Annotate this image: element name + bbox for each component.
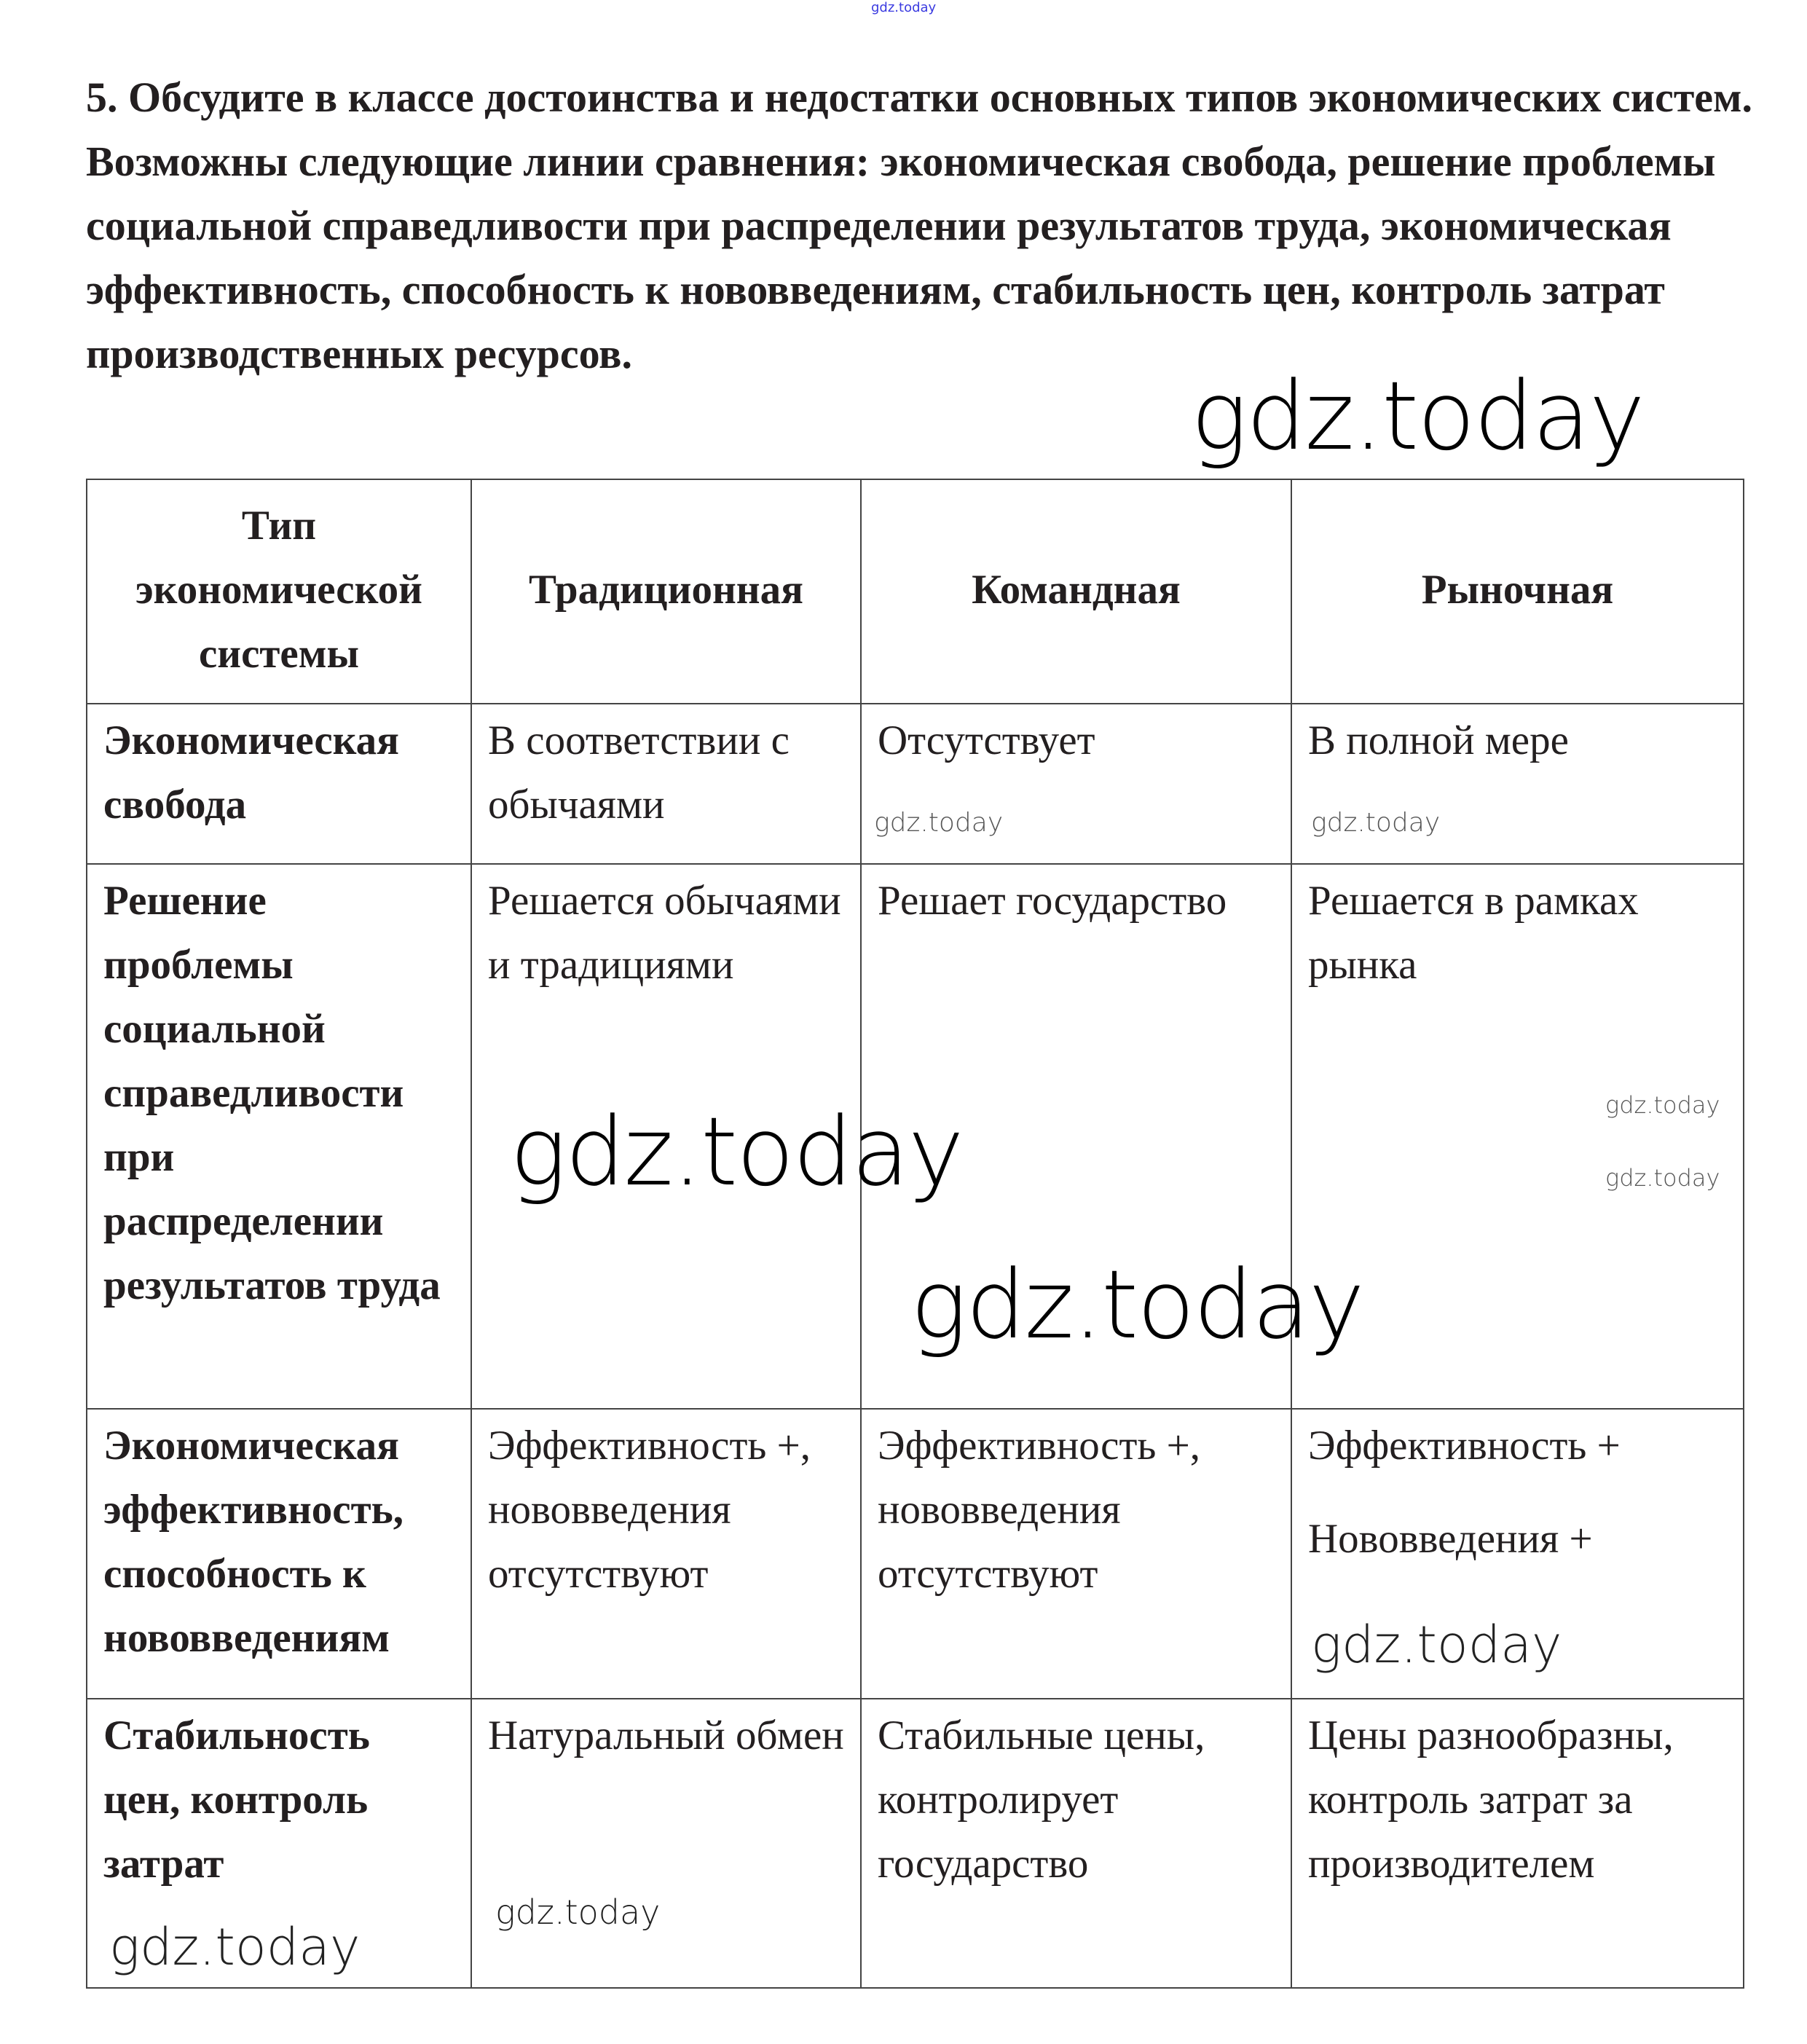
watermark: gdz.today bbox=[510, 1096, 963, 1207]
table-cell: Решается в рамках рынка bbox=[1291, 864, 1744, 1409]
watermark: gdz.today bbox=[1605, 1091, 1720, 1119]
watermark: gdz.today bbox=[1605, 1164, 1720, 1192]
comparison-table bbox=[86, 479, 1744, 1989]
table-cell: В полной мере bbox=[1291, 704, 1744, 864]
table-cell: Цены разнообразны, контроль затрат за производителем bbox=[1291, 1699, 1744, 1988]
watermark: gdz.today bbox=[1311, 808, 1441, 838]
header-cell: Тип экономической системы bbox=[87, 479, 471, 704]
row-label: Экономическая эффективность, способность к нововведениям bbox=[87, 1409, 471, 1699]
header-cell: Рыночная bbox=[1291, 479, 1744, 704]
table-cell: В соответствии с обычаями bbox=[471, 704, 861, 864]
watermark: gdz.today bbox=[1191, 361, 1644, 471]
table-row bbox=[87, 704, 1744, 864]
header-cell: Командная bbox=[861, 479, 1291, 704]
table-cell: Отсутствует bbox=[861, 704, 1291, 864]
row-label: Стабильность цен, контроль затрат bbox=[87, 1699, 471, 1988]
task-text: 5. Обсудите в классе достоинства и недостатки основных типов экономических систем. Возможны следующие линии сравнения: экономическая свобода, решение проблемы социальной справедливости при распределении результатов труда, экономическая эффективность, способность к нововведениям, стабильность цен, контроль затрат производственных ресурсов. bbox=[86, 74, 1753, 377]
cell-line: Эффективность + bbox=[1308, 1423, 1621, 1469]
row-label: Решение проблемы социальной справедливости при распределении результатов труда bbox=[87, 864, 471, 1409]
watermark: gdz.today bbox=[109, 1917, 361, 1977]
watermark: gdz.today bbox=[1311, 1615, 1562, 1675]
watermark: gdz.today bbox=[910, 1249, 1363, 1360]
table-cell: Эффективность +, нововведения отсутствуют bbox=[471, 1409, 861, 1699]
header-row bbox=[87, 479, 1744, 704]
watermark: gdz.today bbox=[495, 1892, 661, 1932]
table-cell: Эффективность +, нововведения отсутствуют bbox=[861, 1409, 1291, 1699]
header-cell: Традиционная bbox=[471, 479, 861, 704]
cell-line: Нововведения + bbox=[1308, 1516, 1593, 1562]
watermark: gdz.today bbox=[871, 0, 937, 15]
table-cell: Решает государство bbox=[861, 864, 1291, 1409]
table-cell: Натуральный обмен bbox=[471, 1699, 861, 1988]
watermark: gdz.today bbox=[874, 808, 1004, 838]
table-cell: Решается обычаями и традициями bbox=[471, 864, 861, 1409]
table-cell: Стабильные цены, контролирует государство bbox=[861, 1699, 1291, 1988]
row-label: Экономическая свобода bbox=[87, 704, 471, 864]
